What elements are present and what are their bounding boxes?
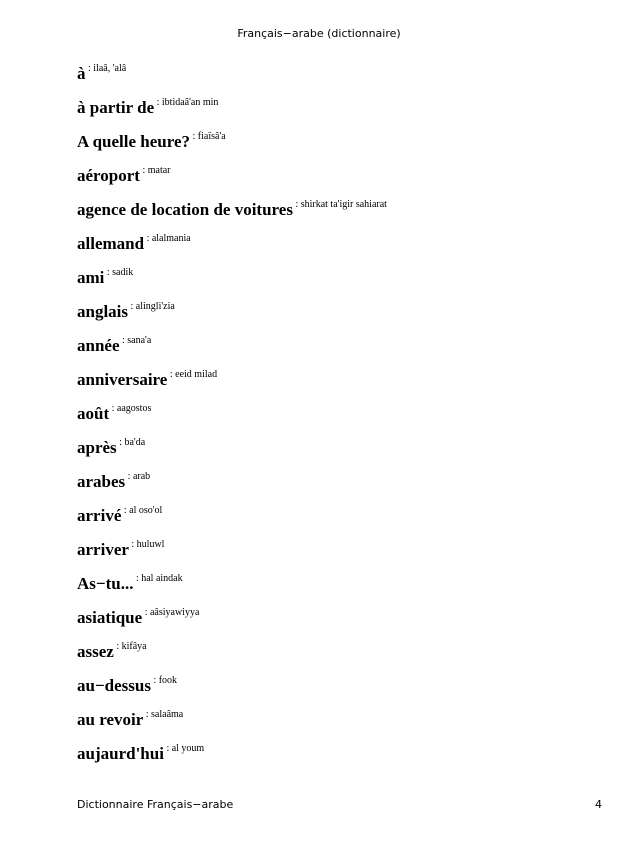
entry-term: agence de location de voitures — [77, 200, 293, 219]
entry-translation: : huluwl — [128, 539, 165, 550]
entry-translation: : eeid milad — [167, 369, 218, 380]
page-number: 4 — [595, 798, 602, 811]
dictionary-entry — [77, 335, 617, 369]
entry-term: assez — [77, 642, 114, 661]
entry-translation: : ba'da — [116, 437, 146, 448]
entry-translation: : fook — [150, 675, 178, 686]
entry-term: A quelle heure? — [77, 132, 191, 151]
entry-translation: : alalmania — [144, 233, 191, 244]
entry-translation: : hal aindak — [133, 573, 183, 584]
entry-term: à partir de — [77, 98, 155, 117]
dictionary-entry — [77, 743, 617, 777]
dictionary-entry — [77, 267, 617, 301]
entry-term: anniversaire — [77, 370, 168, 389]
dictionary-entry — [77, 539, 617, 573]
entry-term: au−dessus — [77, 676, 151, 695]
entry-translation: : al oso'ol — [121, 505, 163, 516]
entry-term: août — [77, 404, 110, 423]
entry-translation: : sadik — [104, 267, 134, 278]
entry-term: au revoir — [77, 710, 144, 729]
entry-term: As−tu... — [77, 574, 134, 593]
entry-term: après — [77, 438, 117, 457]
dictionary-entry — [77, 301, 617, 335]
dictionary-entry — [77, 63, 617, 97]
entry-term: à — [77, 64, 86, 83]
dictionary-entry — [77, 709, 617, 743]
entry-term: allemand — [77, 234, 145, 253]
dictionary-entry — [77, 675, 617, 709]
dictionary-entry — [77, 573, 617, 607]
dictionary-entry-list — [77, 63, 617, 777]
entry-term: arabes — [77, 472, 126, 491]
entry-translation: : fiaïsâ'a — [190, 131, 226, 142]
page-footer — [77, 798, 602, 812]
dictionary-entry — [77, 403, 617, 437]
dictionary-entry — [77, 165, 617, 199]
entry-translation: : ibtidaâ'an min — [154, 97, 219, 108]
entry-term: aujaurd'hui — [77, 744, 164, 763]
page-title: Français−arabe (dictionnaire) — [237, 27, 401, 40]
entry-translation: : arab — [125, 471, 151, 482]
dictionary-entry — [77, 97, 617, 131]
dictionary-entry — [77, 641, 617, 675]
entry-translation: : aagostos — [109, 403, 152, 414]
entry-term: arrivé — [77, 506, 122, 525]
dictionary-entry — [77, 607, 617, 641]
dictionary-entry — [77, 471, 617, 505]
entry-translation: : ilaâ, 'alâ — [85, 63, 127, 74]
dictionary-entry — [77, 505, 617, 539]
dictionary-entry — [77, 437, 617, 471]
entry-term: arriver — [77, 540, 129, 559]
dictionary-entry — [77, 199, 617, 233]
page-header — [0, 27, 638, 41]
entry-translation: : alingli'zia — [128, 301, 175, 312]
entry-translation: : matar — [139, 165, 171, 176]
dictionary-entry — [77, 233, 617, 267]
footer-title: Dictionnaire Français−arabe — [77, 798, 234, 811]
entry-term: asiatique — [77, 608, 143, 627]
entry-translation: : aâsiyawiyya — [142, 607, 200, 618]
entry-translation: : salaâma — [143, 709, 184, 720]
entry-translation: : shirkat ta'igir sahiarat — [292, 199, 387, 210]
entry-term: année — [77, 336, 120, 355]
dictionary-entry — [77, 369, 617, 403]
entry-translation: : al youm — [163, 743, 205, 754]
entry-translation: : sana'a — [119, 335, 152, 346]
entry-term: anglais — [77, 302, 129, 321]
entry-term: aéroport — [77, 166, 140, 185]
entry-translation: : kifâya — [113, 641, 147, 652]
dictionary-entry — [77, 131, 617, 165]
entry-term: ami — [77, 268, 105, 287]
